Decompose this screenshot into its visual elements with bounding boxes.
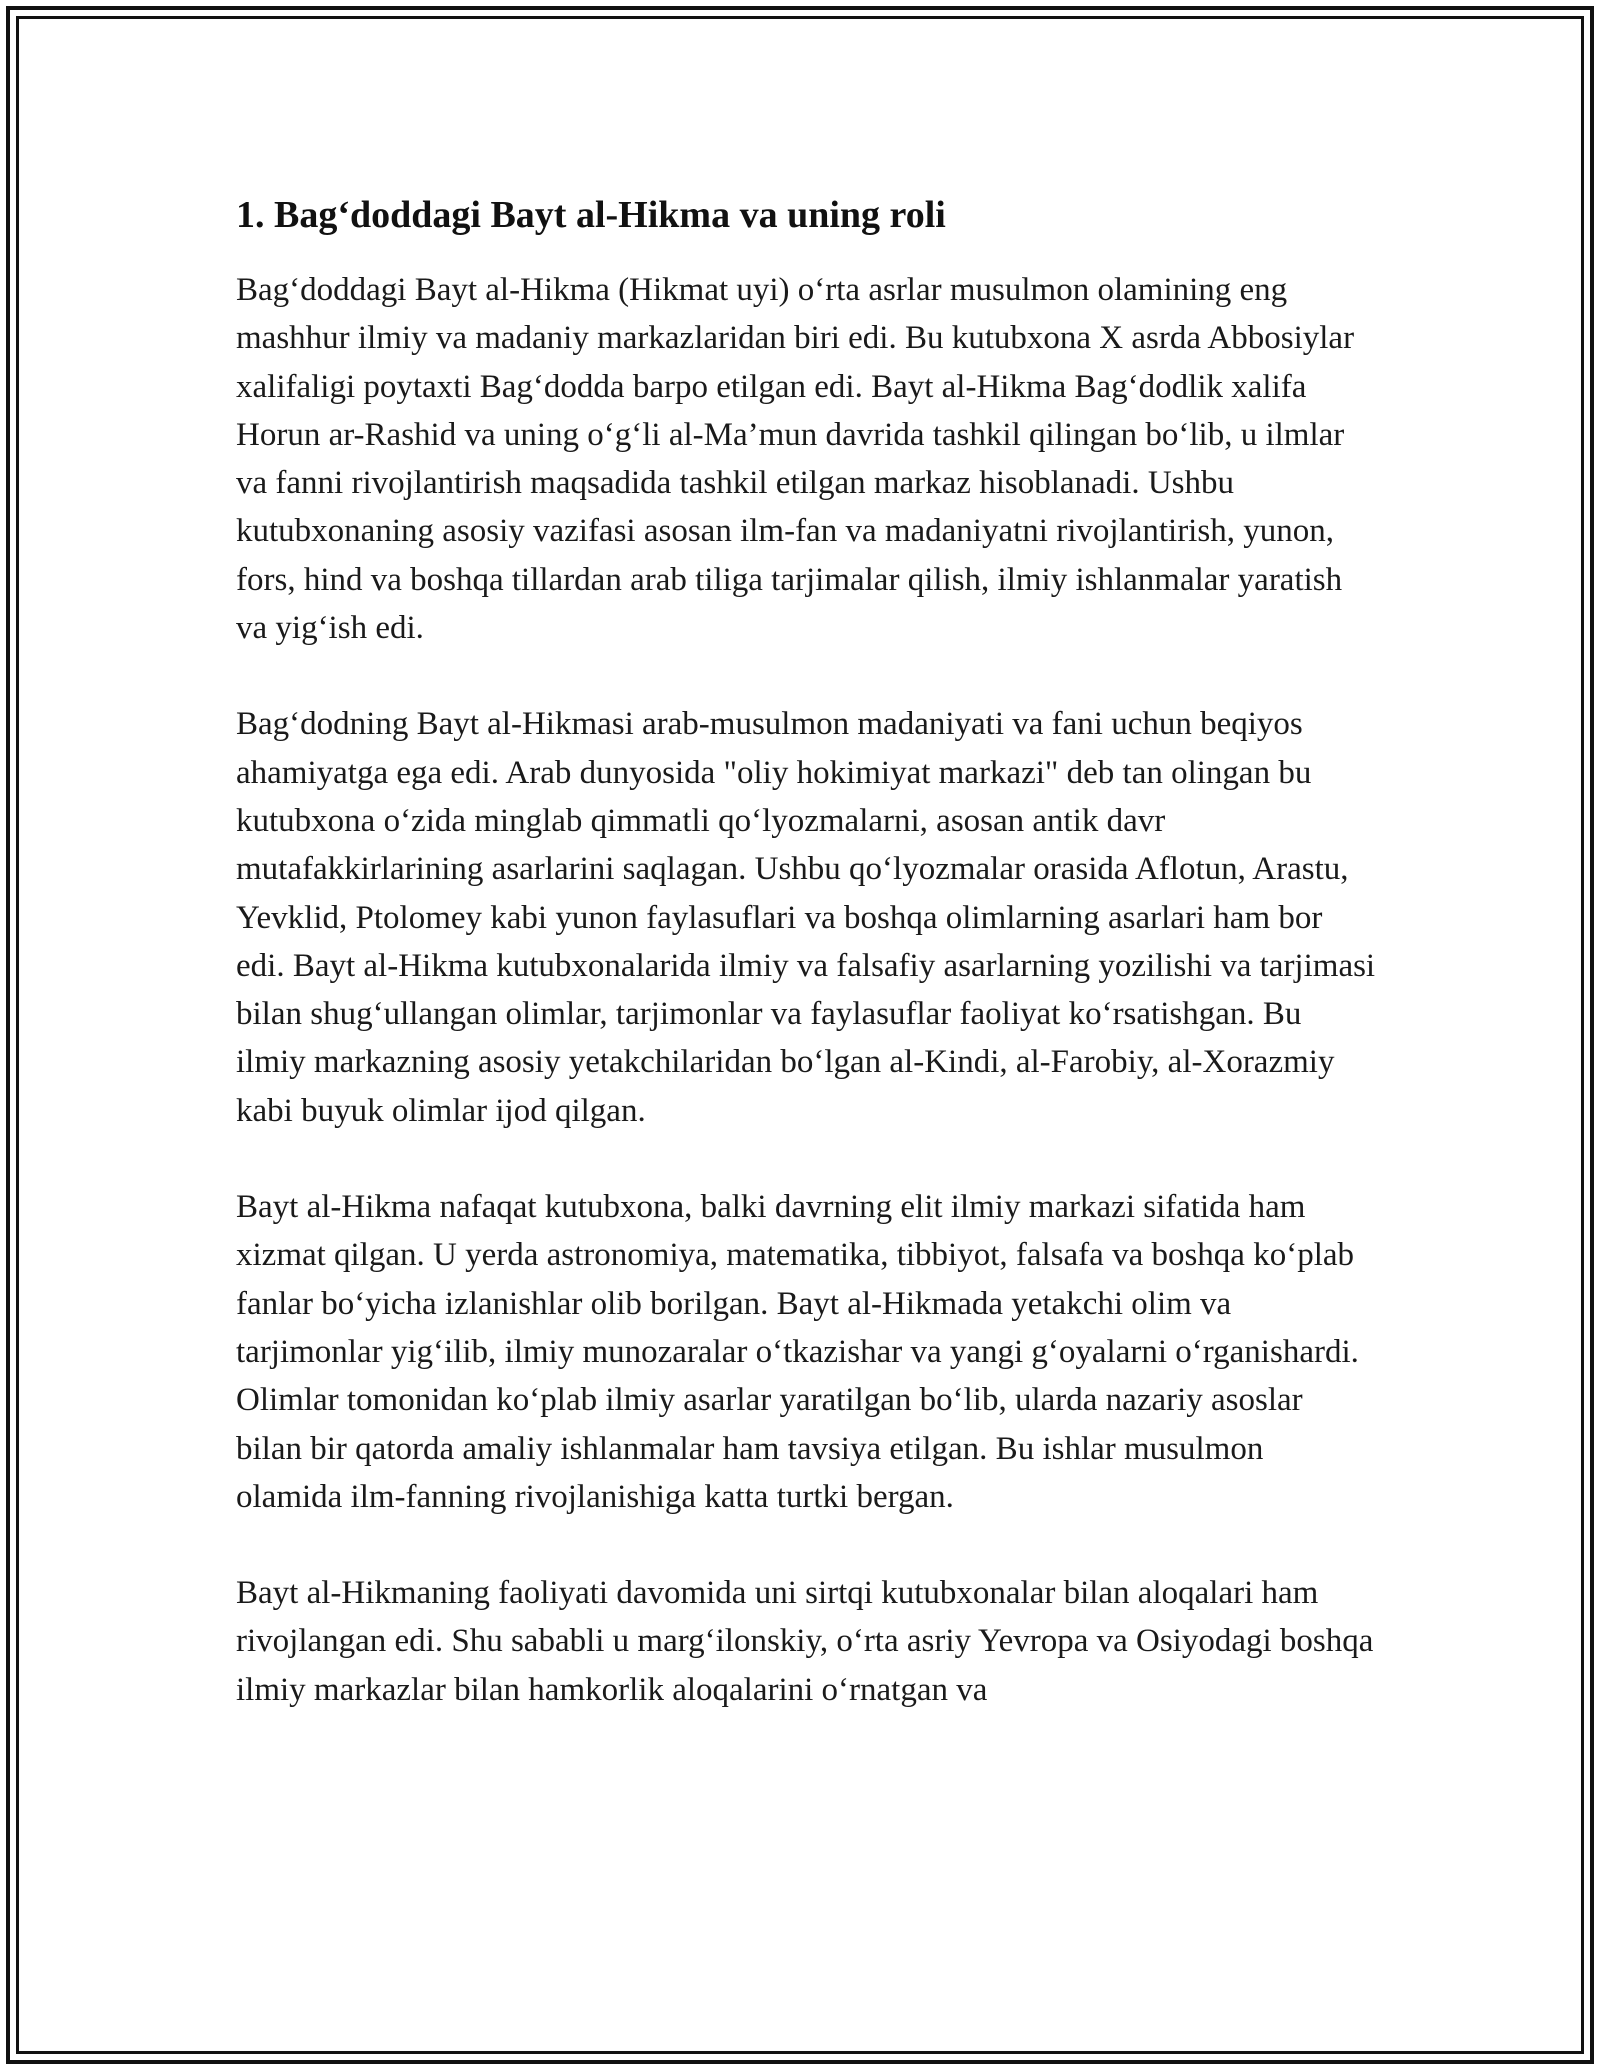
paragraph-3: Bayt al-Hikma nafaqat kutubxona, balki davrning elit ilmiy markazi sifatida ham xizmat qilgan. U yerda astronomiya, matematika, tibbiyot, falsafa va boshqa ko‘plab fanlar bo‘yicha izlanishlar olib borilgan. Bayt al-Hikmada yetakchi olim va tarjimonlar yig‘ilib, ilmiy munozaralar o‘tkazishar va yangi g‘oyalarni o‘rganishardi. Olimlar tomonidan ko‘plab ilmiy asarlar yaratilgan bo‘lib, ularda nazariy asoslar bilan bir qatorda amaliy ishlanmalar ham tavsiya etilgan. Bu ishlar musulmon olamida ilm-fanning rivojlanishiga katta turtki bergan. — [236, 1189, 1359, 1515]
paragraph-2: Bag‘dodning Bayt al-Hikmasi arab-musulmon madaniyati va fani uchun beqiyos ahamiyatga ega edi. Arab dunyosida "oliy hokimiyat markazi" deb tan olingan bu kutubxona o‘zida minglab qimmatli qo‘lyozmalarni, asosan antik davr mutafakkirlarining asarlarini saqlagan. Ushbu qo‘lyozmalar orasida Aflotun, Arastu, Yevklid, Ptolomey kabi yunon faylasuflari va boshqa olimlarning asarlari ham bor edi. Bayt al-Hikma kutubxonalarida ilmiy va falsafiy asarlarning yozilishi va tarjimasi bilan shug‘ullangan olimlar, tarjimonlar va faylasuflar faoliyat ko‘rsatishgan. Bu ilmiy markazning asosiy yetakchilaridan bo‘lgan al-Kindi, al-Farobiy, al-Xorazmiy kabi buyuk olimlar ijod qilgan. — [236, 706, 1376, 1129]
document-body — [236, 186, 1376, 1762]
paragraph-1: Bag‘doddagi Bayt al-Hikma (Hikmat uyi) o‘rta asrlar musulmon olamining eng mashhur ilmiy va madaniy markazlaridan biri edi. Bu kutubxona X asrda Abbosiylar xalifaligi poytaxti Bag‘dodda barpo etilgan edi. Bayt al-Hikma Bag‘dodlik xalifa Horun ar-Rashid va uning o‘g‘li al-Ma’mun davrida tashkil qilingan bo‘lib, u ilmlar va fanni rivojlantirish maqsadida tashkil etilgan markaz hisoblanadi. Ushbu kutubxonaning asosiy vazifasi asosan ilm-fan va madaniyatni rivojlantirish, yunon, fors, hind va boshqa tillardan arab tiliga tarjimalar qilish, ilmiy ishlanmalar yaratish va yig‘ish edi. — [236, 272, 1355, 647]
section-heading: 1. Bag‘doddagi Bayt al-Hikma va uning roli — [236, 194, 946, 236]
paragraph-4: Bayt al-Hikmaning faoliyati davomida uni sirtqi kutubxonalar bilan aloqalari ham rivojlangan edi. Shu sababli u marg‘ilonskiy, o‘rta asriy Yevropa va Osiyodagi boshqa ilmiy markazlar bilan hamkorlik aloqalarini o‘rnatgan va — [236, 1575, 1374, 1708]
